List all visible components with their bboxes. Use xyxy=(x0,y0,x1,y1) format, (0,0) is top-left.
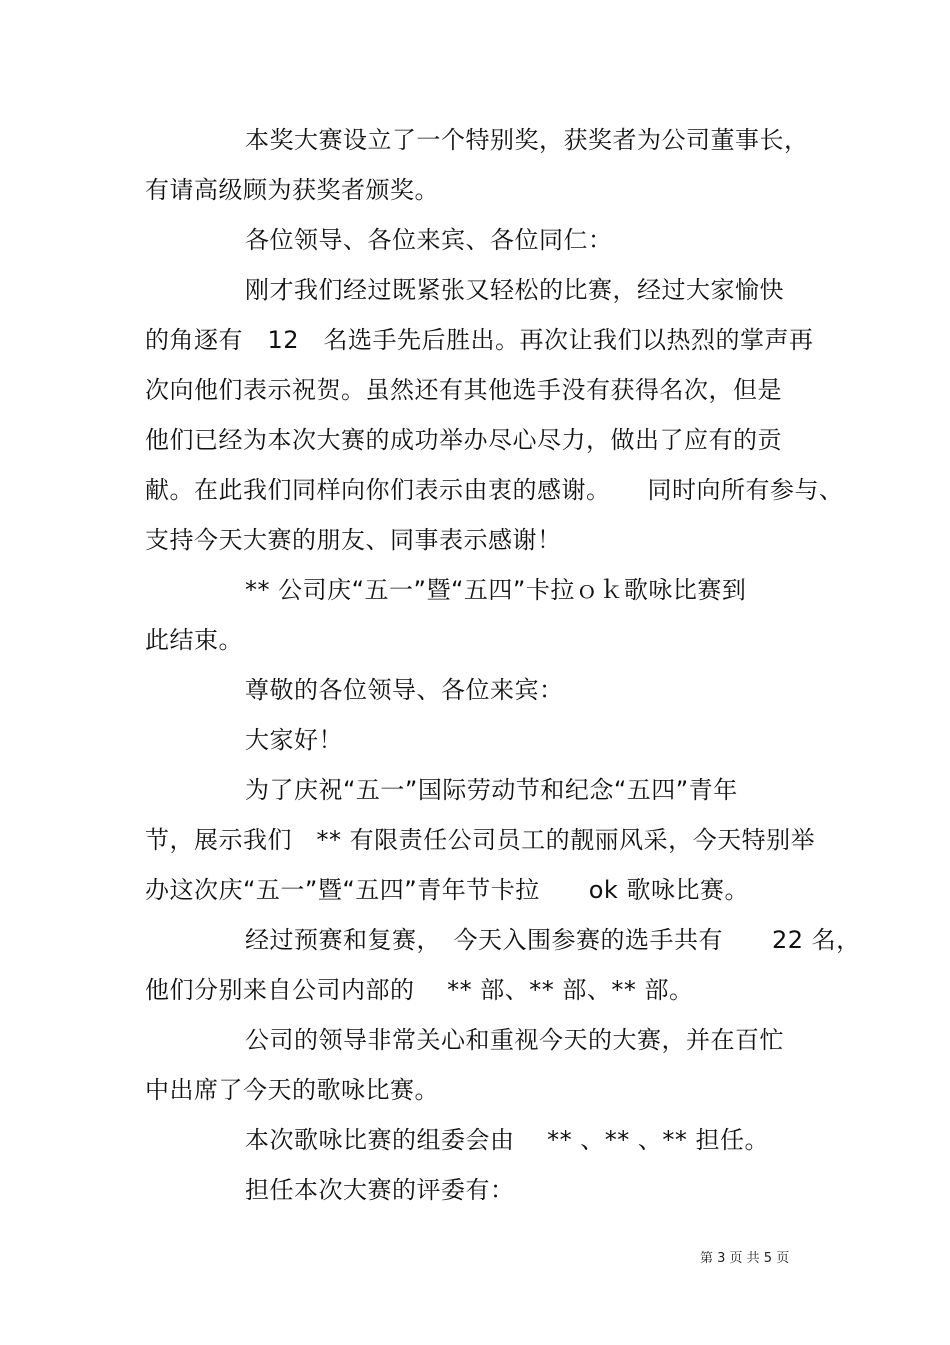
paragraph-line: 大家好！ xyxy=(245,726,343,754)
paragraph-line: 他们分别来自公司内部的 ** 部、** 部、** 部。 xyxy=(145,976,694,1004)
paragraph-line: 刚才我们经过既紧张又轻松的比赛，经过大家愉快 xyxy=(245,276,784,304)
page-number: 第 3 页 共 5 页 xyxy=(700,1251,790,1266)
paragraph-line: 的角逐有 12 名选手先后胜出。再次让我们以热烈的掌声再 xyxy=(145,326,814,354)
paragraph-line: 支持今天大赛的朋友、同事表示感谢！ xyxy=(145,526,562,554)
paragraph-line: ** 公司庆“五一”暨“五四”卡拉ｏｋ歌咏比赛到 xyxy=(245,576,747,604)
paragraph-line: 节，展示我们 ** 有限责任公司员工的靓丽风采，今天特别举 xyxy=(145,826,816,854)
paragraph-line: 尊敬的各位领导、各位来宾： xyxy=(245,676,564,704)
paragraph-line: 他们已经为本次大赛的成功举办尽心尽力，做出了应有的贡 xyxy=(145,426,782,454)
paragraph-line: 公司的领导非常关心和重视今天的大赛，并在百忙 xyxy=(245,1026,784,1054)
paragraph-line: 本奖大赛设立了一个特别奖，获奖者为公司董事长， xyxy=(245,126,809,154)
paragraph-line: 办这次庆“五一”暨“五四”青年节卡拉 ok 歌咏比赛。 xyxy=(145,876,749,904)
paragraph-line: 献。在此我们同样向你们表示由衷的感谢。 同时向所有参与、 xyxy=(145,476,844,504)
paragraph-line: 有请高级顾为获奖者颁奖。 xyxy=(145,176,439,204)
paragraph-line: 本次歌咏比赛的组委会由 ** 、** 、** 担任。 xyxy=(245,1126,770,1154)
paragraph-line: 此结束。 xyxy=(145,626,243,654)
paragraph-line: 经过预赛和复赛， 今天入围参赛的选手共有 22 名， xyxy=(245,926,861,954)
paragraph-line: 担任本次大赛的评委有： xyxy=(245,1176,515,1204)
paragraph-line: 为了庆祝“五一”国际劳动节和纪念“五四”青年 xyxy=(245,776,738,804)
paragraph-line: 中出席了今天的歌咏比赛。 xyxy=(145,1076,439,1104)
paragraph-line: 次向他们表示祝贺。虽然还有其他选手没有获得名次，但是 xyxy=(145,376,782,404)
paragraph-line: 各位领导、各位来宾、各位同仁： xyxy=(245,226,613,254)
